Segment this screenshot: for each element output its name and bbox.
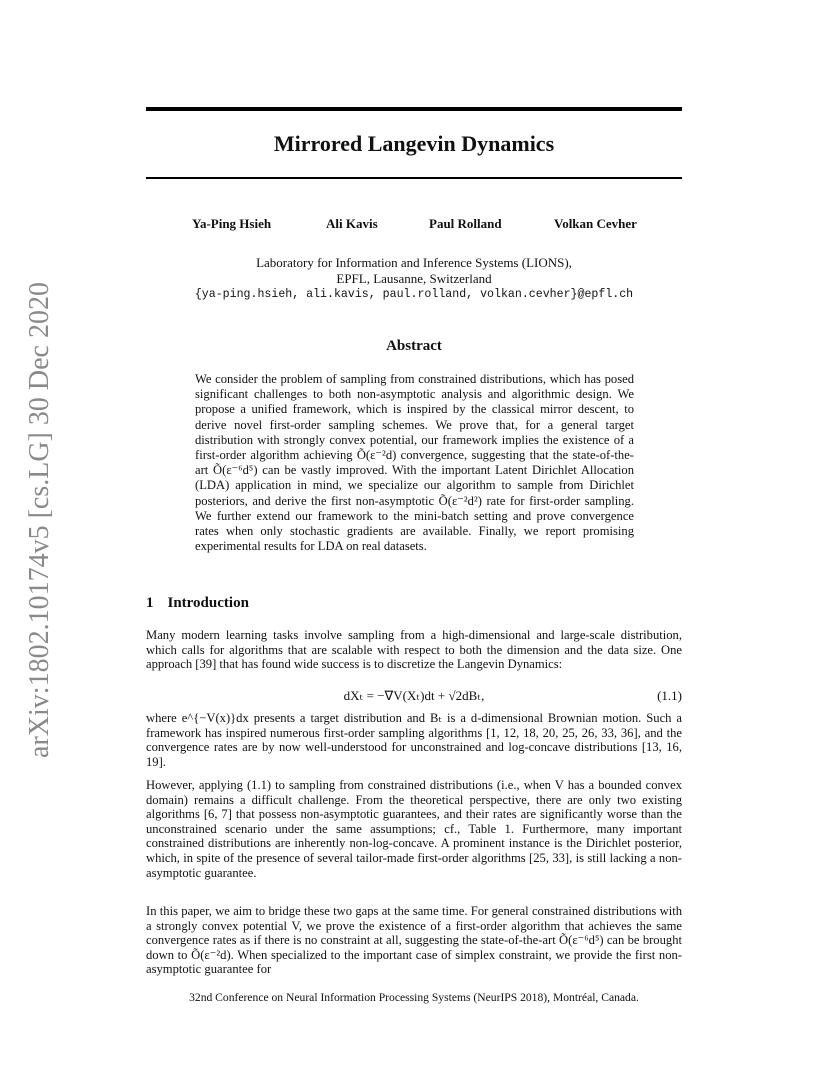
- section-number: 1: [146, 595, 154, 611]
- author-name: Ya-Ping Hsieh: [192, 216, 272, 231]
- affiliation-line: EPFL, Lausanne, Switzerland: [336, 271, 492, 286]
- author-emails: {ya-ping.hsieh, ali.kavis, paul.rolland, volkan.cevher}@epfl.ch: [194, 288, 634, 301]
- intro-paragraph-1: Many modern learning tasks involve sampling from a high-dimensional and large-scale distribution, which calls for algorithms that are scalable with respect to both the dimension and the data size. One approach [39] that has found wide success is to discretize the Langevin Dynamics:: [146, 628, 682, 672]
- equation-tag: (1.1): [657, 688, 682, 703]
- section-heading: [146, 595, 249, 612]
- author-name: Paul Rolland: [429, 216, 502, 231]
- arxiv-identifier: arXiv:1802.10174v5 [cs.LG] 30 Dec 2020: [24, 282, 55, 758]
- author-list: [146, 216, 682, 236]
- section-title: Introduction: [167, 595, 249, 611]
- affiliation-line: Laboratory for Information and Inference Systems (LIONS),: [256, 255, 572, 270]
- author-name: Volkan Cevher: [554, 216, 637, 231]
- intro-paragraph-2: where e^{−V(x)}dx presents a target distribution and Bₜ is a d-dimensional Brownian motion. Such a framework has inspired numerous first-order sampling algorithms [1, 12, 18, 20, 25, 26, 33, 36], and the convergence rates are by now well-understood for unconstrained and log-concave distributions [13, 16, 19].: [146, 711, 682, 769]
- abstract-heading: Abstract: [386, 338, 442, 354]
- affiliation: [146, 255, 682, 303]
- conference-footnote: 32nd Conference on Neural Information Processing Systems (NeurIPS 2018), Montréal, Canada.: [189, 991, 639, 1004]
- paper-title: Mirrored Langevin Dynamics: [273, 131, 555, 156]
- intro-paragraph-4: In this paper, we aim to bridge these two gaps at the same time. For general constrained distributions with a strongly convex potential V, we prove the existence of a first-order algorithm that achieves the same convergence rates as if there is no constraint at all, suggesting the state-of-the-art Õ(ε⁻⁶d⁵) can be brought down to Õ(ε⁻²d). When specialized to the important case of simplex constraint, we provide the first non-asymptotic guarantee for: [146, 904, 682, 977]
- equation-1-1: [146, 688, 682, 706]
- title-bottom-rule: [146, 177, 682, 179]
- intro-paragraph-3: However, applying (1.1) to sampling from constrained distributions (i.e., when V has a bounded convex domain) remains a difficult challenge. From the theoretical perspective, there are only two existing algorithms [6, 7] that possess non-asymptotic guarantees, and their rates are significantly worse than the unconstrained scenario under the same assumptions; cf., Table 1. Furthermore, many important constrained distributions are inherently non-log-concave. A prominent instance is the Dirichlet posterior, which, in spite of the presence of several tailor-made first-order algorithms [25, 33], is still lacking a non-asymptotic guarantee.: [146, 778, 682, 880]
- author-name: Ali Kavis: [326, 216, 378, 231]
- abstract-text: We consider the problem of sampling from constrained distributions, which has posed significant challenges to both non-asymptotic analysis and algorithmic design. We propose a unified framework, which is inspired by the classical mirror descent, to derive novel first-order sampling schemes. We prove that, for a general target distribution with strongly convex potential, our framework implies the existence of a first-order algorithm achieving Õ(ε⁻²d) convergence, suggesting that the state-of-the-art Õ(ε⁻⁶d⁵) can be vastly improved. With the important Latent Dirichlet Allocation (LDA) application in mind, we specialize our algorithm to sample from Dirichlet posteriors, and derive the first non-asymptotic Õ(ε⁻²d²) rate for first-order sampling. We further extend our framework to the mini-batch setting and prove convergence rates when only stochastic gradients are available. Finally, we report promising experimental results for LDA on real datasets.: [195, 372, 634, 554]
- top-rule: [146, 107, 682, 111]
- equation-expression: dXₜ = −∇V(Xₜ)dt + √2dBₜ,: [343, 688, 485, 703]
